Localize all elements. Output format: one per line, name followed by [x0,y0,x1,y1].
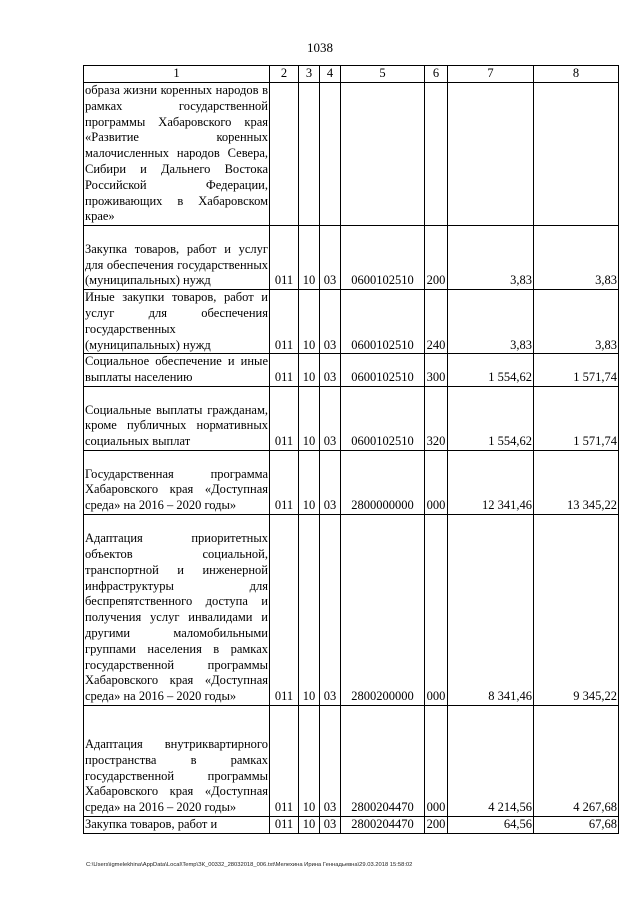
table-row [84,705,619,816]
cell-section: 10 [299,705,320,816]
cell-ministry: 011 [270,514,299,705]
cell-subsection: 03 [320,705,341,816]
cell-ministry: 011 [270,386,299,450]
cell-target-code: 0600102510 [341,386,425,450]
table-row [84,354,619,387]
cell-ministry: 011 [270,450,299,514]
cell-section: 10 [299,226,320,290]
cell-ministry: 011 [270,354,299,387]
column-header: 3 [299,66,320,83]
table-row [84,226,619,290]
cell-section: 10 [299,354,320,387]
cell-ministry: 011 [270,226,299,290]
cell-expense-type: 200 [425,816,448,833]
cell-amount-1: 3,83 [448,226,534,290]
column-header: 5 [341,66,425,83]
cell-section: 10 [299,816,320,833]
cell-target-code: 2800204470 [341,816,425,833]
column-header: 7 [448,66,534,83]
cell-subsection: 03 [320,226,341,290]
column-header: 6 [425,66,448,83]
cell-amount-1: 12 341,46 [448,450,534,514]
cell-target-code: 0600102510 [341,354,425,387]
table-row [84,290,619,354]
cell-amount-2: 9 345,22 [534,514,619,705]
row-name: Адаптация приоритетных объектов социальной, транспортной и инженерной инфраструктуры для беспрепятственного доступа и получения услуг инвалидами и другими маломобильными группами населения в рамках государственной программы Хабаровского края «Доступная среда» на 2016 – 2020 годы» [84,514,270,705]
cell-amount-2: 1 571,74 [534,386,619,450]
cell-section: 10 [299,386,320,450]
page-number: 1038 [307,40,333,55]
cell-amount-2: 67,68 [534,816,619,833]
cell-target-code: 2800204470 [341,705,425,816]
cell-target-code [341,83,425,226]
column-header: 1 [84,66,270,83]
cell-subsection: 03 [320,386,341,450]
cell-amount-1: 64,56 [448,816,534,833]
cell-subsection: 03 [320,290,341,354]
cell-amount-2: 13 345,22 [534,450,619,514]
column-header: 4 [320,66,341,83]
row-name: Адаптация внутриквартирного пространства в рамках государственной программы Хабаровского края «Доступная среда» на 2016 – 2020 годы» [84,705,270,816]
cell-subsection: 03 [320,450,341,514]
file-path-footer: C:\Users\igmelekhina\AppData\Local\Temp\ЗК_00332_28032018_006.txt\Мелехина Ирина Геннадьевна\29.03.2018 15:58:02 [86,862,413,868]
cell-section [299,83,320,226]
row-name: Государственная программа Хабаровского края «Доступная среда» на 2016 – 2020 годы» [84,450,270,514]
cell-amount-2: 3,83 [534,226,619,290]
cell-expense-type: 000 [425,450,448,514]
cell-expense-type: 320 [425,386,448,450]
table-row [84,816,619,833]
cell-section: 10 [299,514,320,705]
cell-section: 10 [299,450,320,514]
cell-amount-1: 8 341,46 [448,514,534,705]
cell-amount-1: 1 554,62 [448,354,534,387]
cell-expense-type: 000 [425,514,448,705]
cell-ministry: 011 [270,290,299,354]
cell-amount-1: 3,83 [448,290,534,354]
row-name: Закупка товаров, работ и [84,816,270,833]
cell-subsection: 03 [320,514,341,705]
cell-ministry: 011 [270,705,299,816]
cell-target-code: 2800000000 [341,450,425,514]
cell-expense-type: 000 [425,705,448,816]
cell-expense-type: 200 [425,226,448,290]
row-name: Иные закупки товаров, работ и услуг для обеспечения государственных (муниципальных) нужд [84,290,270,354]
cell-expense-type [425,83,448,226]
cell-target-code: 0600102510 [341,290,425,354]
row-name: Закупка товаров, работ и услуг для обеспечения государственных (муниципальных) нужд [84,226,270,290]
column-header: 2 [270,66,299,83]
cell-section: 10 [299,290,320,354]
budget-table [83,65,619,834]
cell-amount-2: 4 267,68 [534,705,619,816]
cell-amount-2 [534,83,619,226]
cell-amount-2: 1 571,74 [534,354,619,387]
cell-amount-1: 4 214,56 [448,705,534,816]
table-row [84,450,619,514]
table-row [84,386,619,450]
cell-amount-1 [448,83,534,226]
cell-expense-type: 300 [425,354,448,387]
cell-subsection: 03 [320,354,341,387]
cell-target-code: 2800200000 [341,514,425,705]
header-row [84,66,619,83]
cell-ministry [270,83,299,226]
cell-amount-1: 1 554,62 [448,386,534,450]
table-row [84,514,619,705]
cell-subsection [320,83,341,226]
table-row [84,83,619,226]
cell-amount-2: 3,83 [534,290,619,354]
cell-target-code: 0600102510 [341,226,425,290]
column-header: 8 [534,66,619,83]
cell-ministry: 011 [270,816,299,833]
row-name: Социальное обеспечение и иные выплаты населению [84,354,270,387]
cell-expense-type: 240 [425,290,448,354]
cell-subsection: 03 [320,816,341,833]
row-name: Социальные выплаты гражданам, кроме публичных нормативных социальных выплат [84,386,270,450]
row-name: образа жизни коренных народов в рамках государственной программы Хабаровского края «Развитие коренных малочисленных народов Севера, Сибири и Дальнего Востока Российской Федерации, проживающих в Хабаровском крае» [84,83,270,226]
